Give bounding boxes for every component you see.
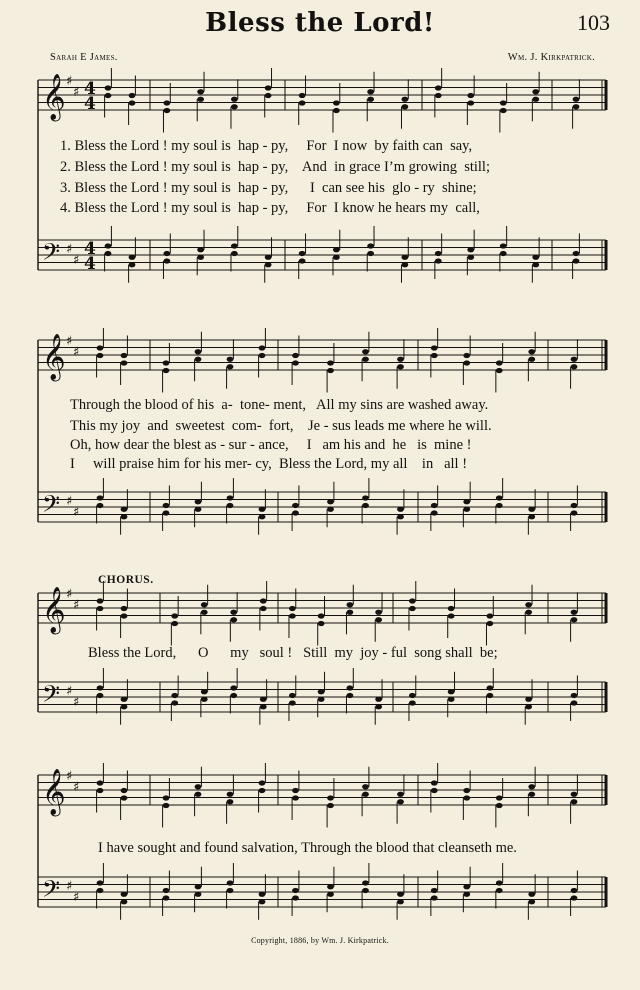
note-head xyxy=(259,892,266,897)
note-head xyxy=(163,258,170,263)
note-head xyxy=(318,689,325,694)
note-head xyxy=(230,617,237,622)
note-head xyxy=(195,507,202,512)
treble-clef-icon: 𝄞 xyxy=(42,587,66,633)
sharp-icon: ♯ xyxy=(66,74,73,89)
note-head xyxy=(528,899,535,904)
note-head xyxy=(397,792,404,797)
note-head xyxy=(571,693,578,698)
sharp-icon: ♯ xyxy=(73,345,80,360)
note-head xyxy=(431,353,438,358)
treble-clef-icon: 𝄞 xyxy=(42,769,66,815)
note-head xyxy=(97,606,104,611)
note-head xyxy=(171,621,178,626)
note-head xyxy=(463,795,470,800)
note-head xyxy=(528,514,535,519)
note-head xyxy=(571,888,578,893)
bass-clef-icon: 𝄢 xyxy=(42,875,61,908)
note-head xyxy=(265,262,272,267)
note-head xyxy=(260,697,267,702)
note-head xyxy=(367,243,374,248)
note-head xyxy=(467,93,474,98)
note-head xyxy=(195,792,202,797)
note-head xyxy=(486,621,493,626)
note-head xyxy=(571,792,578,797)
note-head xyxy=(362,888,369,893)
note-head xyxy=(496,368,503,373)
note-head xyxy=(486,613,493,618)
composer-credit: Wm. J. Kirkpatrick. xyxy=(507,52,595,63)
note-head xyxy=(163,100,170,105)
note-head xyxy=(97,495,104,500)
note-head xyxy=(97,685,104,690)
note-head xyxy=(528,792,535,797)
verse-line-2: 2. Bless the Lord ! my soul is hap - py, And in grace I’m growing still; xyxy=(60,159,490,175)
sharp-icon: ♯ xyxy=(66,494,73,509)
note-head xyxy=(318,697,325,702)
note-head xyxy=(171,613,178,618)
note-head xyxy=(409,693,416,698)
note-head xyxy=(121,788,128,793)
note-head xyxy=(435,85,442,90)
note-head xyxy=(463,788,470,793)
note-head xyxy=(528,357,535,362)
note-head xyxy=(496,360,503,365)
note-head xyxy=(163,251,170,256)
bass-clef-icon: 𝄢 xyxy=(42,238,61,271)
note-head xyxy=(346,602,353,607)
note-head xyxy=(163,360,170,365)
note-head xyxy=(467,100,474,105)
note-head xyxy=(97,598,104,603)
note-head xyxy=(571,357,578,362)
note-head xyxy=(571,799,578,804)
note-head xyxy=(97,345,104,350)
note-head xyxy=(260,704,267,709)
note-head xyxy=(201,610,208,615)
note-head xyxy=(362,357,369,362)
note-head xyxy=(431,510,438,515)
note-head xyxy=(129,93,136,98)
note-head xyxy=(265,93,272,98)
note-head xyxy=(163,108,170,113)
note-head xyxy=(227,792,234,797)
note-head xyxy=(105,251,112,256)
note-head xyxy=(299,93,306,98)
note-head xyxy=(528,349,535,354)
note-head xyxy=(532,255,539,260)
note-head xyxy=(496,803,503,808)
note-head xyxy=(259,780,266,785)
note-head xyxy=(121,697,128,702)
note-head xyxy=(573,97,580,102)
note-head xyxy=(299,100,306,105)
note-head xyxy=(528,892,535,897)
note-head xyxy=(362,784,369,789)
note-head xyxy=(528,784,535,789)
note-head xyxy=(532,89,539,94)
sharp-icon: ♯ xyxy=(73,780,80,795)
note-head xyxy=(227,880,234,885)
note-head xyxy=(171,693,178,698)
note-head xyxy=(467,247,474,252)
note-head xyxy=(292,788,299,793)
note-head xyxy=(299,251,306,256)
note-head xyxy=(431,788,438,793)
lyricist-credit: Sarah E James. xyxy=(50,52,118,63)
note-head xyxy=(431,895,438,900)
note-head xyxy=(97,788,104,793)
note-head xyxy=(500,100,507,105)
note-head xyxy=(227,357,234,362)
note-head xyxy=(448,613,455,618)
note-head xyxy=(362,503,369,508)
note-head xyxy=(231,243,238,248)
treble-clef-icon: 𝄞 xyxy=(42,74,66,120)
note-head xyxy=(327,368,334,373)
sharp-icon: ♯ xyxy=(66,879,73,894)
verse-line-1: 1. Bless the Lord ! my soul is hap - py, For I now by faith can say, xyxy=(60,138,473,154)
note-head xyxy=(121,613,128,618)
note-head xyxy=(292,888,299,893)
note-head xyxy=(467,255,474,260)
sharp-icon: ♯ xyxy=(73,598,80,613)
note-head xyxy=(362,349,369,354)
note-head xyxy=(105,243,112,248)
note-head xyxy=(227,503,234,508)
note-head xyxy=(573,251,580,256)
time-signature: 4 xyxy=(84,79,96,99)
note-head xyxy=(201,689,208,694)
note-head xyxy=(129,255,136,260)
note-head xyxy=(289,606,296,611)
verse-line-2b: This my joy and sweetest com- fort, Je - sus leads me where he will. xyxy=(70,418,492,434)
note-head xyxy=(431,888,438,893)
note-head xyxy=(105,93,112,98)
note-head xyxy=(318,621,325,626)
note-head xyxy=(435,258,442,263)
note-head xyxy=(496,795,503,800)
note-head xyxy=(97,780,104,785)
note-head xyxy=(367,97,374,102)
note-head xyxy=(197,247,204,252)
note-head xyxy=(401,255,408,260)
note-head xyxy=(525,602,532,607)
note-head xyxy=(195,349,202,354)
note-head xyxy=(571,895,578,900)
note-head xyxy=(201,602,208,607)
note-head xyxy=(97,693,104,698)
sharp-icon: ♯ xyxy=(73,505,80,520)
verse-line-4b: I will praise him for his mer- cy, Bless the Lord, my all in all ! xyxy=(70,456,468,472)
note-head xyxy=(397,514,404,519)
note-head xyxy=(397,899,404,904)
note-head xyxy=(292,353,299,358)
note-head xyxy=(397,799,404,804)
sharp-icon: ♯ xyxy=(66,242,73,257)
note-head xyxy=(227,888,234,893)
note-head xyxy=(346,610,353,615)
note-head xyxy=(571,617,578,622)
note-head xyxy=(397,364,404,369)
chorus-line-2: I have sought and found salvation, Through the blood that cleanseth me. xyxy=(98,840,517,856)
note-head xyxy=(259,507,266,512)
note-head xyxy=(163,888,170,893)
note-head xyxy=(397,892,404,897)
note-head xyxy=(496,503,503,508)
note-head xyxy=(163,368,170,373)
note-head xyxy=(367,251,374,256)
note-head xyxy=(327,795,334,800)
note-head xyxy=(163,795,170,800)
sharp-icon: ♯ xyxy=(66,684,73,699)
note-head xyxy=(401,97,408,102)
note-head xyxy=(431,503,438,508)
note-head xyxy=(431,345,438,350)
note-head xyxy=(571,610,578,615)
note-head xyxy=(259,514,266,519)
note-head xyxy=(346,685,353,690)
note-head xyxy=(333,100,340,105)
note-head xyxy=(259,899,266,904)
note-head xyxy=(230,685,237,690)
time-signature: 4 xyxy=(84,239,96,259)
note-head xyxy=(197,97,204,102)
note-head xyxy=(500,108,507,113)
note-head xyxy=(397,357,404,362)
note-head xyxy=(97,888,104,893)
note-head xyxy=(195,784,202,789)
note-head xyxy=(195,357,202,362)
note-head xyxy=(260,606,267,611)
note-head xyxy=(292,510,299,515)
note-head xyxy=(197,89,204,94)
verse-line-3: 3. Bless the Lord ! my soul is hap - py, I can see his glo - ry shine; xyxy=(60,180,477,196)
chorus-label: CHORUS. xyxy=(98,574,154,586)
note-head xyxy=(259,353,266,358)
note-head xyxy=(105,85,112,90)
note-head xyxy=(299,258,306,263)
note-head xyxy=(227,495,234,500)
note-head xyxy=(571,364,578,369)
note-head xyxy=(327,892,334,897)
note-head xyxy=(289,693,296,698)
sharp-icon: ♯ xyxy=(73,85,80,100)
note-head xyxy=(129,262,136,267)
note-head xyxy=(231,104,238,109)
note-head xyxy=(121,892,128,897)
note-head xyxy=(409,598,416,603)
note-head xyxy=(227,364,234,369)
note-head xyxy=(259,345,266,350)
note-head xyxy=(292,795,299,800)
note-head xyxy=(463,499,470,504)
note-head xyxy=(333,108,340,113)
note-head xyxy=(333,255,340,260)
note-head xyxy=(573,258,580,263)
note-head xyxy=(397,507,404,512)
note-head xyxy=(121,360,128,365)
verse-line-4: 4. Bless the Lord ! my soul is hap - py, For I know he hears my call, xyxy=(60,200,480,216)
note-head xyxy=(97,503,104,508)
copyright-notice: Copyright, 1886, by Wm. J. Kirkpatrick. xyxy=(251,936,389,945)
note-head xyxy=(195,884,202,889)
note-head xyxy=(318,613,325,618)
note-head xyxy=(571,503,578,508)
note-head xyxy=(448,697,455,702)
note-head xyxy=(97,880,104,885)
note-head xyxy=(163,803,170,808)
note-head xyxy=(463,884,470,889)
note-head xyxy=(500,243,507,248)
note-head xyxy=(97,353,104,358)
time-signature: 4 xyxy=(84,254,96,274)
note-head xyxy=(500,251,507,256)
note-head xyxy=(327,507,334,512)
note-head xyxy=(292,503,299,508)
note-head xyxy=(230,610,237,615)
note-head xyxy=(327,884,334,889)
hymn-title: Bless the Lord! xyxy=(205,8,435,38)
note-head xyxy=(448,689,455,694)
note-head xyxy=(435,93,442,98)
verse-line-1b: Through the blood of his a- tone- ment, All my sins are washed away. xyxy=(70,397,489,413)
sharp-icon: ♯ xyxy=(66,769,73,784)
note-head xyxy=(289,700,296,705)
note-head xyxy=(367,89,374,94)
note-head xyxy=(571,510,578,515)
note-head xyxy=(532,97,539,102)
note-head xyxy=(375,617,382,622)
note-head xyxy=(121,704,128,709)
note-head xyxy=(265,85,272,90)
note-head xyxy=(195,499,202,504)
note-head xyxy=(327,499,334,504)
note-head xyxy=(375,697,382,702)
note-head xyxy=(333,247,340,252)
note-head xyxy=(197,255,204,260)
note-head xyxy=(401,262,408,267)
sharp-icon: ♯ xyxy=(73,890,80,905)
sharp-icon: ♯ xyxy=(73,253,80,268)
note-head xyxy=(121,899,128,904)
note-head xyxy=(121,353,128,358)
note-head xyxy=(431,780,438,785)
note-head xyxy=(327,360,334,365)
note-head xyxy=(525,704,532,709)
note-head xyxy=(435,251,442,256)
note-head xyxy=(571,700,578,705)
note-head xyxy=(129,100,136,105)
note-head xyxy=(121,514,128,519)
chorus-line-1: Bless the Lord, O my soul ! Still my joy - ful song shall be; xyxy=(88,645,498,661)
note-head xyxy=(486,693,493,698)
note-head xyxy=(327,803,334,808)
sharp-icon: ♯ xyxy=(66,587,73,602)
note-head xyxy=(375,610,382,615)
bass-clef-icon: 𝄢 xyxy=(42,490,61,523)
note-head xyxy=(496,888,503,893)
note-head xyxy=(525,610,532,615)
note-head xyxy=(375,704,382,709)
note-head xyxy=(163,510,170,515)
note-head xyxy=(463,353,470,358)
note-head xyxy=(292,360,299,365)
note-head xyxy=(496,880,503,885)
note-head xyxy=(121,606,128,611)
note-head xyxy=(201,697,208,702)
note-head xyxy=(409,700,416,705)
note-head xyxy=(362,495,369,500)
note-head xyxy=(573,104,580,109)
note-head xyxy=(227,799,234,804)
note-head xyxy=(195,892,202,897)
note-head xyxy=(409,606,416,611)
note-head xyxy=(463,507,470,512)
note-head xyxy=(121,795,128,800)
note-head xyxy=(362,880,369,885)
note-head xyxy=(292,895,299,900)
note-head xyxy=(163,895,170,900)
note-head xyxy=(496,495,503,500)
note-head xyxy=(289,613,296,618)
note-head xyxy=(532,262,539,267)
note-head xyxy=(163,503,170,508)
note-head xyxy=(486,685,493,690)
note-head xyxy=(121,507,128,512)
bass-clef-icon: 𝄢 xyxy=(42,680,61,713)
verse-line-3b: Oh, how dear the blest as - sur - ance, I am his and he is mine ! xyxy=(70,437,472,453)
note-head xyxy=(463,892,470,897)
note-head xyxy=(265,255,272,260)
page-number: 103 xyxy=(577,10,610,35)
sharp-icon: ♯ xyxy=(66,334,73,349)
note-head xyxy=(231,251,238,256)
note-head xyxy=(362,792,369,797)
treble-clef-icon: 𝄞 xyxy=(42,334,66,380)
note-head xyxy=(230,693,237,698)
note-head xyxy=(346,693,353,698)
time-signature: 4 xyxy=(84,94,96,114)
note-head xyxy=(401,104,408,109)
note-head xyxy=(171,700,178,705)
note-head xyxy=(528,507,535,512)
note-head xyxy=(259,788,266,793)
note-head xyxy=(448,606,455,611)
note-head xyxy=(463,360,470,365)
note-head xyxy=(525,697,532,702)
note-head xyxy=(231,97,238,102)
note-head xyxy=(260,598,267,603)
sharp-icon: ♯ xyxy=(73,695,80,710)
